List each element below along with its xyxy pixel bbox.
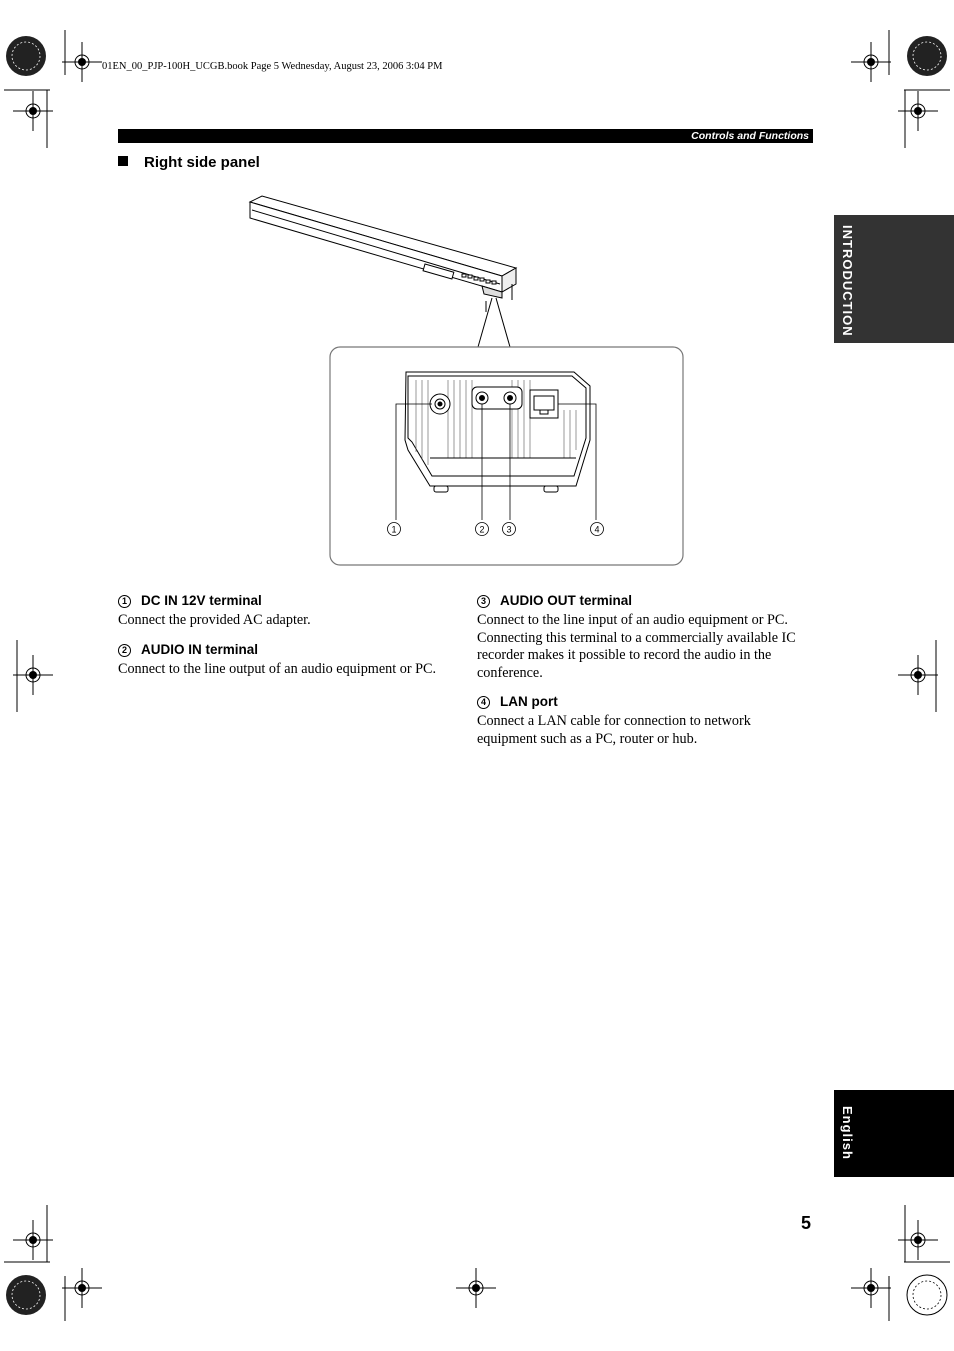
item-dc-in: [118, 593, 453, 630]
item-title: AUDIO IN terminal: [141, 641, 259, 657]
item-number: 3: [477, 595, 490, 608]
item-heading: [118, 593, 453, 608]
callout-number-4: [591, 523, 604, 536]
page-number: 5: [801, 1213, 812, 1233]
item-description: Connect a LAN cable for connection to network equipment such as a PC, router or hub.: [477, 713, 751, 747]
item-title: DC IN 12V terminal: [141, 593, 262, 608]
side-panel-illustration: [405, 372, 590, 492]
item-description: Connect to the line output of an audio equipment or PC.: [118, 660, 436, 677]
svg-text:1: 1: [391, 524, 397, 535]
language-tab-label: English: [840, 1106, 855, 1160]
callout-number-3: [503, 523, 516, 536]
callout-number-2: [476, 523, 489, 536]
item-lan-port: [477, 694, 812, 748]
section-title-text: Right side panel: [144, 154, 260, 171]
item-heading: [477, 593, 812, 608]
svg-text:2: 2: [479, 524, 485, 535]
item-title: LAN port: [500, 694, 558, 709]
device-bar-illustration: [250, 196, 516, 312]
language-tab: [834, 1090, 954, 1177]
svg-text:4: 4: [594, 524, 600, 535]
item-heading: [477, 694, 812, 709]
header-bar: [118, 129, 813, 143]
square-bullet-icon: [118, 156, 128, 166]
svg-text:3: 3: [506, 524, 512, 535]
item-audio-in: [118, 642, 453, 679]
print-header: 01EN_00_PJP-100H_UCGB.book Page 5 Wednesday, August 23, 2006 3:04 PM: [102, 61, 443, 72]
item-number: 1: [118, 595, 131, 608]
description-column-right: [477, 593, 812, 760]
right-side-panel-figure: [240, 190, 690, 570]
side-tab-label: INTRODUCTION: [840, 225, 855, 337]
header-bar-label: Controls and Functions: [691, 130, 809, 142]
item-title: AUDIO OUT terminal: [500, 593, 633, 608]
item-description: Connect the provided AC adapter.: [118, 612, 311, 628]
item-description: Connect to the line input of an audio equipment or PC. Connecting this terminal to a commercially available IC recorder makes it possible to record the audio in the conference.: [477, 612, 796, 681]
section-title: [118, 154, 260, 171]
item-audio-out: [477, 593, 812, 682]
item-number: 4: [477, 696, 490, 709]
side-tab: [834, 215, 954, 343]
item-heading: [118, 642, 453, 657]
description-column-left: [118, 593, 453, 690]
item-number: 2: [118, 644, 131, 657]
callout-number-1: [388, 523, 401, 536]
